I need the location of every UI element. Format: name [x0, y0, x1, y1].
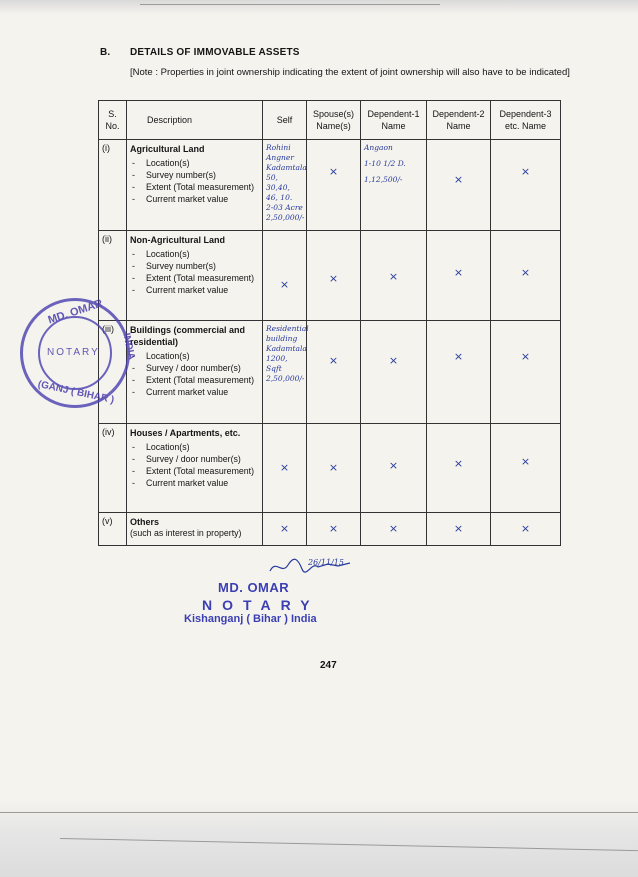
- cross-mark: ×: [388, 522, 399, 535]
- cross-mark: ×: [279, 461, 290, 474]
- cell-spouse: [307, 424, 361, 513]
- category-title: Others: [130, 517, 160, 527]
- row-sno: (ii): [99, 231, 127, 321]
- cell-spouse: [307, 513, 361, 546]
- cross-mark: ×: [328, 354, 339, 367]
- table-header-row: [99, 101, 561, 140]
- row-sno: (iii): [99, 321, 127, 424]
- seal-text-top: MD. OMAR: [46, 297, 105, 327]
- handwritten-entry: building: [266, 334, 298, 343]
- cell-self: [263, 231, 307, 321]
- sub-item: - Current market value: [130, 477, 259, 489]
- sub-item: - Current market value: [130, 386, 259, 398]
- row-description: [127, 231, 263, 321]
- cell-spouse: [307, 140, 361, 231]
- handwritten-entry: Kadamtala: [266, 163, 307, 172]
- cross-mark: ×: [520, 266, 531, 279]
- scan-artifact-line: [140, 4, 440, 5]
- handwritten-entry: 1,12,500/-: [364, 175, 403, 184]
- cross-mark: ×: [453, 522, 464, 535]
- sub-item: - Extent (Total measurement): [130, 465, 259, 477]
- cross-mark: ×: [328, 272, 339, 285]
- cell-dependent-1: [361, 424, 427, 513]
- cell-dependent-1: [361, 140, 427, 231]
- section-title: DETAILS OF IMMOVABLE ASSETS: [130, 47, 300, 58]
- handwritten-entry: 2,50,000/-: [266, 374, 305, 383]
- sub-item: - Extent (Total measurement): [130, 272, 259, 284]
- cross-mark: ×: [279, 278, 290, 291]
- cell-dependent-3: [491, 321, 561, 424]
- cross-mark: ×: [520, 455, 531, 468]
- cross-mark: ×: [520, 165, 531, 178]
- signature-date: 26/11/15: [308, 558, 344, 567]
- scan-artifact-line: [0, 812, 638, 813]
- cross-mark: ×: [328, 165, 339, 178]
- sub-item: - Survey number(s): [130, 169, 259, 181]
- handwritten-entry: 50, 30,40,: [266, 173, 290, 192]
- table-row: [99, 321, 561, 424]
- sub-item: - Current market value: [130, 193, 259, 205]
- cell-self: [263, 424, 307, 513]
- row-description: [127, 321, 263, 424]
- signature-scribble: [268, 555, 358, 579]
- category-title: Houses / Apartments, etc.: [130, 428, 241, 438]
- sub-item: - Location(s): [130, 441, 259, 453]
- handwritten-entry: 46, 10.: [266, 193, 293, 202]
- col-header-dependent-1: Dependent-1 Name: [361, 101, 427, 140]
- cell-self: [263, 140, 307, 231]
- col-header-self: Self: [263, 101, 307, 140]
- notary-place: Kishanganj ( Bihar ) India: [184, 613, 317, 625]
- table-row: [99, 140, 561, 231]
- cell-spouse: [307, 231, 361, 321]
- cross-mark: ×: [388, 459, 399, 472]
- page-number: 247: [320, 660, 337, 671]
- sub-item: - Location(s): [130, 248, 259, 260]
- sub-item: - Current market value: [130, 284, 259, 296]
- table-row: [99, 513, 561, 546]
- sub-item: - Survey / door number(s): [130, 362, 259, 374]
- cross-mark: ×: [453, 173, 464, 186]
- cell-self: [263, 513, 307, 546]
- notary-seal-stamp: [20, 297, 137, 408]
- sub-item: - Extent (Total measurement): [130, 374, 259, 386]
- cell-spouse: [307, 321, 361, 424]
- cell-dependent-1: [361, 513, 427, 546]
- section-note: [Note : Properties in joint ownership indicating the extent of joint ownership will also have to be indicated]: [130, 67, 570, 78]
- row-description: [127, 424, 263, 513]
- cell-dependent-3: [491, 424, 561, 513]
- sub-item: - Survey number(s): [130, 260, 259, 272]
- col-header-dependent-2: Dependent-2 Name: [427, 101, 491, 140]
- cell-dependent-2: [427, 513, 491, 546]
- handwritten-entry: Angner: [266, 153, 294, 162]
- cross-mark: ×: [328, 522, 339, 535]
- row-sno: (iv): [99, 424, 127, 513]
- cell-dependent-3: [491, 513, 561, 546]
- cross-mark: ×: [279, 522, 290, 535]
- row-description: [127, 140, 263, 231]
- table-row: [99, 424, 561, 513]
- row-sno: (v): [99, 513, 127, 546]
- section-heading: [100, 47, 300, 58]
- handwritten-entry: 2-03 Acre: [266, 203, 303, 212]
- col-header-spouse: Spouse(s) Name(s): [307, 101, 361, 140]
- cross-mark: ×: [328, 461, 339, 474]
- cell-dependent-2: [427, 140, 491, 231]
- cell-dependent-2: [427, 321, 491, 424]
- scan-edge-top: [0, 0, 638, 14]
- cell-dependent-1: [361, 321, 427, 424]
- handwritten-entry: Angaon: [364, 143, 393, 152]
- category-subnote: (such as interest in property): [130, 528, 242, 538]
- cross-mark: ×: [453, 457, 464, 470]
- handwritten-entry: Rohini: [266, 143, 291, 152]
- cross-mark: ×: [453, 266, 464, 279]
- cell-dependent-2: [427, 231, 491, 321]
- cell-self: [263, 321, 307, 424]
- cross-mark: ×: [520, 350, 531, 363]
- col-header-description: Description: [127, 101, 263, 140]
- cross-mark: ×: [388, 354, 399, 367]
- cross-mark: ×: [520, 522, 531, 535]
- notary-title: NOTARY: [202, 597, 320, 613]
- seal-text-bottom: (GANJ ( BIHAR ): [36, 379, 116, 406]
- col-header-dependent-3: Dependent-3 etc. Name: [491, 101, 561, 140]
- col-header-sno: S. No.: [99, 101, 127, 140]
- handwritten-entry: 1200, Sqft: [266, 354, 288, 373]
- category-title: Agricultural Land: [130, 144, 205, 154]
- table-row: [99, 231, 561, 321]
- category-title: Buildings (commercial and residential): [130, 325, 246, 347]
- handwritten-entry: 2,50,000/-: [266, 213, 305, 222]
- sub-item: - Survey / door number(s): [130, 453, 259, 465]
- cross-mark: ×: [453, 350, 464, 363]
- handwritten-entry: Kadamtala: [266, 344, 307, 353]
- seal-text-side: INDIA: [120, 332, 137, 361]
- cross-mark: ×: [388, 270, 399, 283]
- seal-text-middle: NOTARY: [47, 347, 100, 358]
- immovable-assets-table: [98, 100, 561, 546]
- sub-item: - Location(s): [130, 350, 259, 362]
- row-sno: (i): [99, 140, 127, 231]
- handwritten-entry: Residential: [266, 324, 309, 333]
- notary-name: MD. OMAR: [218, 580, 290, 595]
- section-letter: B.: [100, 47, 111, 58]
- handwritten-entry: 1-10 1/2 D.: [364, 159, 406, 168]
- row-description: [127, 513, 263, 546]
- sub-item: - Location(s): [130, 157, 259, 169]
- category-title: Non-Agricultural Land: [130, 235, 225, 245]
- cell-dependent-2: [427, 424, 491, 513]
- cell-dependent-3: [491, 231, 561, 321]
- cell-dependent-3: [491, 140, 561, 231]
- cell-dependent-1: [361, 231, 427, 321]
- sub-item: - Extent (Total measurement): [130, 181, 259, 193]
